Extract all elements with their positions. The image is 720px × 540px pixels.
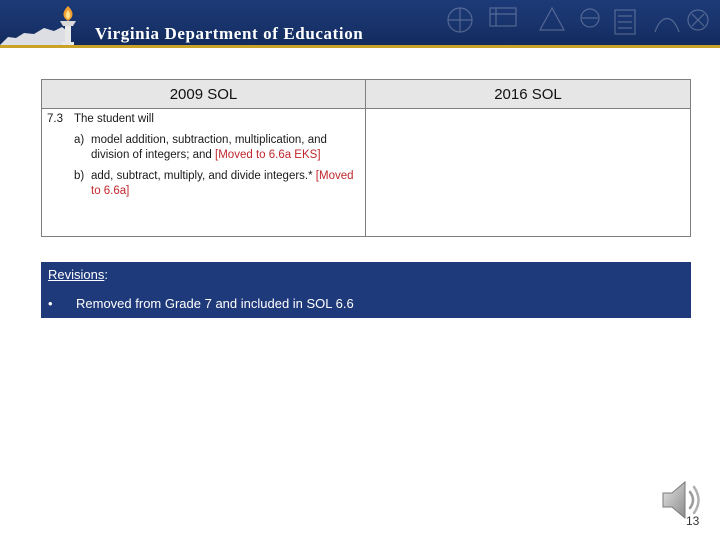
item-text: add, subtract, multiply, and divide integers.* xyxy=(91,170,316,182)
sol-comparison-table xyxy=(41,79,691,237)
item-letter: a) xyxy=(74,134,85,146)
item-move-note: [Moved to 6.6a] xyxy=(91,170,354,197)
standard-stem-text: The student will xyxy=(74,113,154,125)
header-2016-sol: 2016 SOL xyxy=(366,80,691,109)
banner-title: Virginia Department of Education xyxy=(95,24,364,43)
education-doodles-decoration xyxy=(430,0,720,45)
bullet-icon: • xyxy=(48,296,53,311)
item-text: model addition, subtraction, multiplication, and division of integers; and xyxy=(91,134,327,161)
revision-text: Removed from Grade 7 and included in SOL 6.6 xyxy=(76,296,354,311)
header-banner xyxy=(0,0,720,48)
table-row xyxy=(42,109,691,237)
banner-stripe xyxy=(0,45,720,48)
torch-logo-icon xyxy=(50,4,86,46)
list-item xyxy=(74,133,365,163)
list-item xyxy=(74,169,365,199)
standard-number: 7.3 xyxy=(47,113,63,125)
revisions-heading: Revisions: xyxy=(48,267,108,282)
table-header-row xyxy=(42,80,691,109)
item-letter: b) xyxy=(74,170,85,182)
page-number: 13 xyxy=(686,514,700,528)
revisions-box xyxy=(41,262,691,318)
cell-2009-content xyxy=(42,109,366,237)
header-2009-sol: 2009 SOL xyxy=(42,80,366,109)
standard-stem xyxy=(42,109,365,127)
item-move-note: [Moved to 6.6a EKS] xyxy=(215,149,321,161)
cell-2016-content xyxy=(366,109,691,237)
